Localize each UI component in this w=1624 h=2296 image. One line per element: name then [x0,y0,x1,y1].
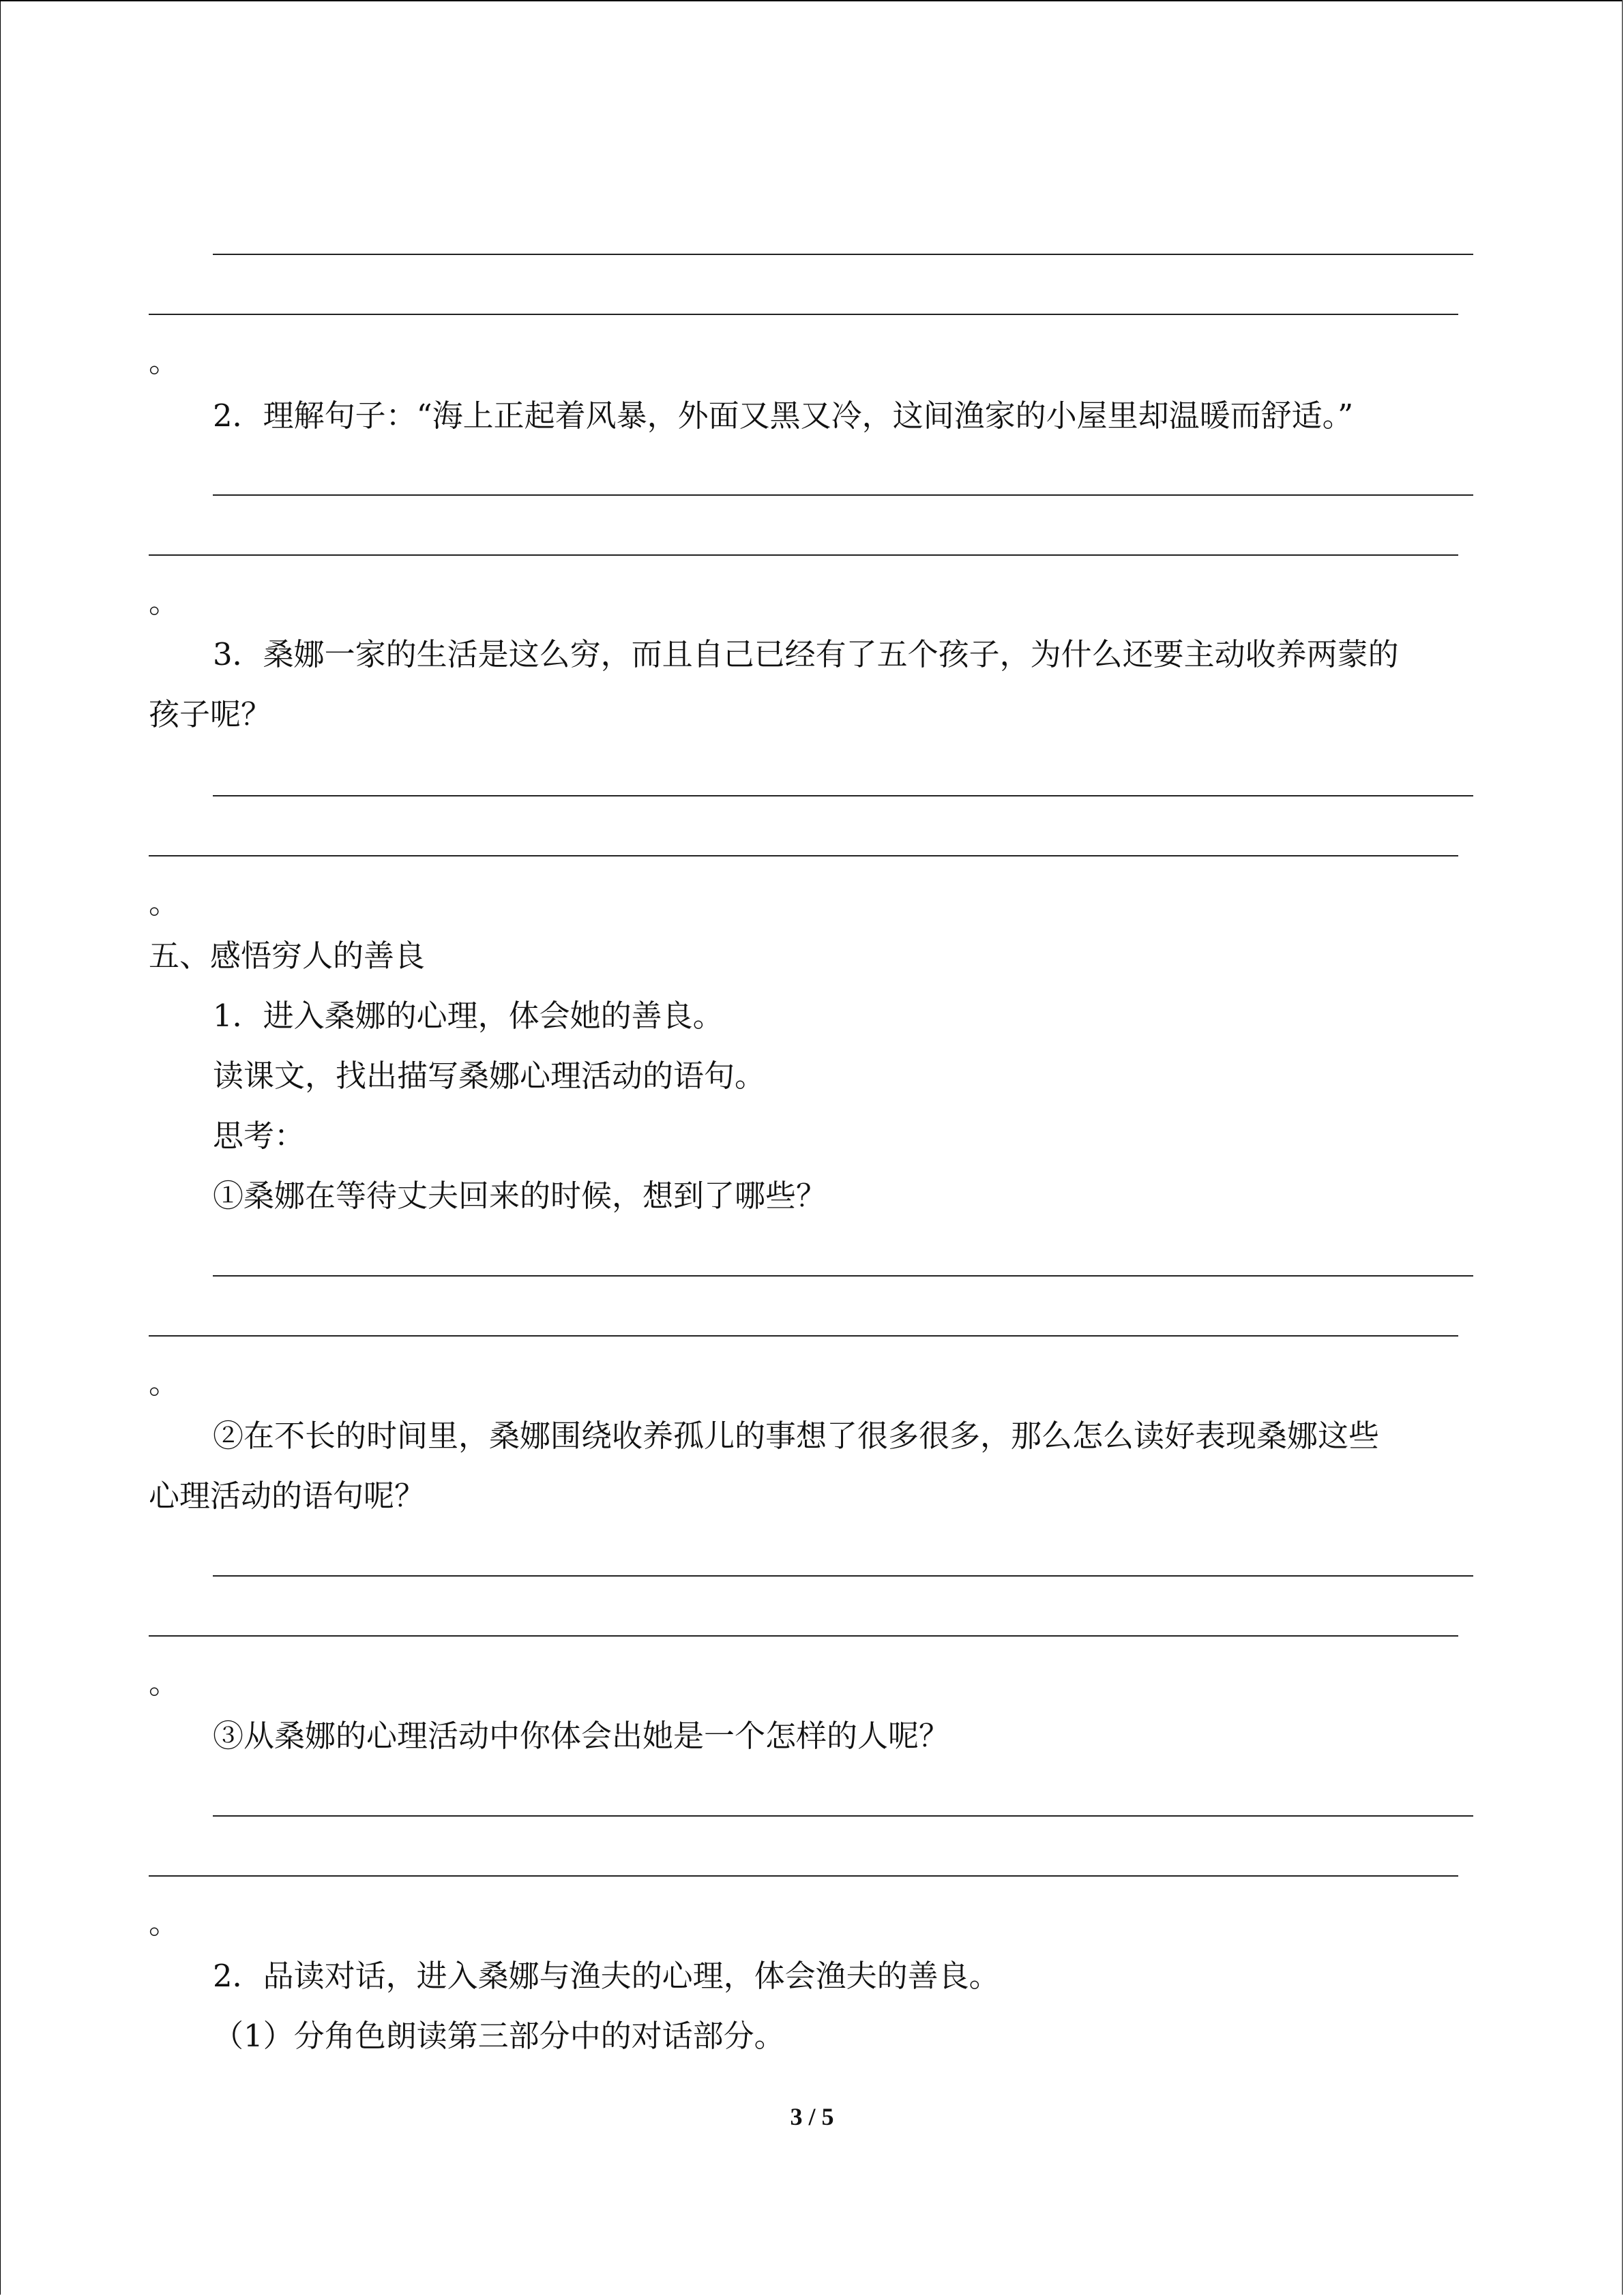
answer-line[interactable] [149,1335,1458,1337]
section-5-think-label: 思考： [213,1118,306,1154]
question-2: 2．理解句子：“海上正起着风暴，外面又黑又冷，这间渔家的小屋里却温暖而舒适。” [213,398,1354,434]
answer-line[interactable] [149,855,1458,856]
answer-line[interactable] [213,494,1473,496]
section-5-sub-question-2-line-1: ②在不长的时间里，桑娜围绕收养孤儿的事想了很多很多，那么怎么读好表现桑娜这些 [213,1418,1380,1454]
answer-line[interactable] [213,795,1473,796]
section-5-sub-question-2-line-2: 心理活动的语句呢？ [149,1478,426,1514]
answer-line[interactable] [213,254,1473,255]
section-5-item-1: 1．进入桑娜的心理，体会她的善良。 [213,998,724,1034]
answer-line[interactable] [149,1875,1458,1877]
answer-end-mark: 。 [149,884,180,921]
section-5-sub-question-3: ③从桑娜的心理活动中你体会出她是一个怎样的人呢？ [213,1718,950,1754]
section-5-instruction: 读课文，找出描写桑娜心理活动的语句。 [213,1058,766,1094]
section-5-item-2: 2．品读对话，进入桑娜与渔夫的心理，体会渔夫的善良。 [213,1958,1000,1994]
answer-line[interactable] [213,1815,1473,1817]
answer-end-mark: 。 [149,1365,180,1401]
question-3-line-2: 孩子呢？ [149,696,272,732]
answer-end-mark: 。 [149,584,180,620]
section-5-heading: 五、感悟穷人的善良 [149,938,426,974]
answer-line[interactable] [213,1575,1473,1577]
answer-line[interactable] [149,554,1458,556]
answer-end-mark: 。 [149,343,180,379]
section-5-sub-question-1: ①桑娜在等待丈夫回来的时候，想到了哪些？ [213,1178,827,1214]
section-5-item-2-sub-1: （1）分角色朗读第三部分中的对话部分。 [213,2018,785,2054]
answer-line[interactable] [213,1275,1473,1277]
page-number: 3 / 5 [790,2103,834,2130]
question-3-line-1: 3．桑娜一家的生活是这么穷，而且自己已经有了五个孩子，为什么还要主动收养两蒙的 [213,636,1399,672]
answer-line[interactable] [149,314,1458,315]
answer-line[interactable] [149,1635,1458,1637]
answer-end-mark: 。 [149,1665,180,1701]
answer-end-mark: 。 [149,1905,180,1941]
